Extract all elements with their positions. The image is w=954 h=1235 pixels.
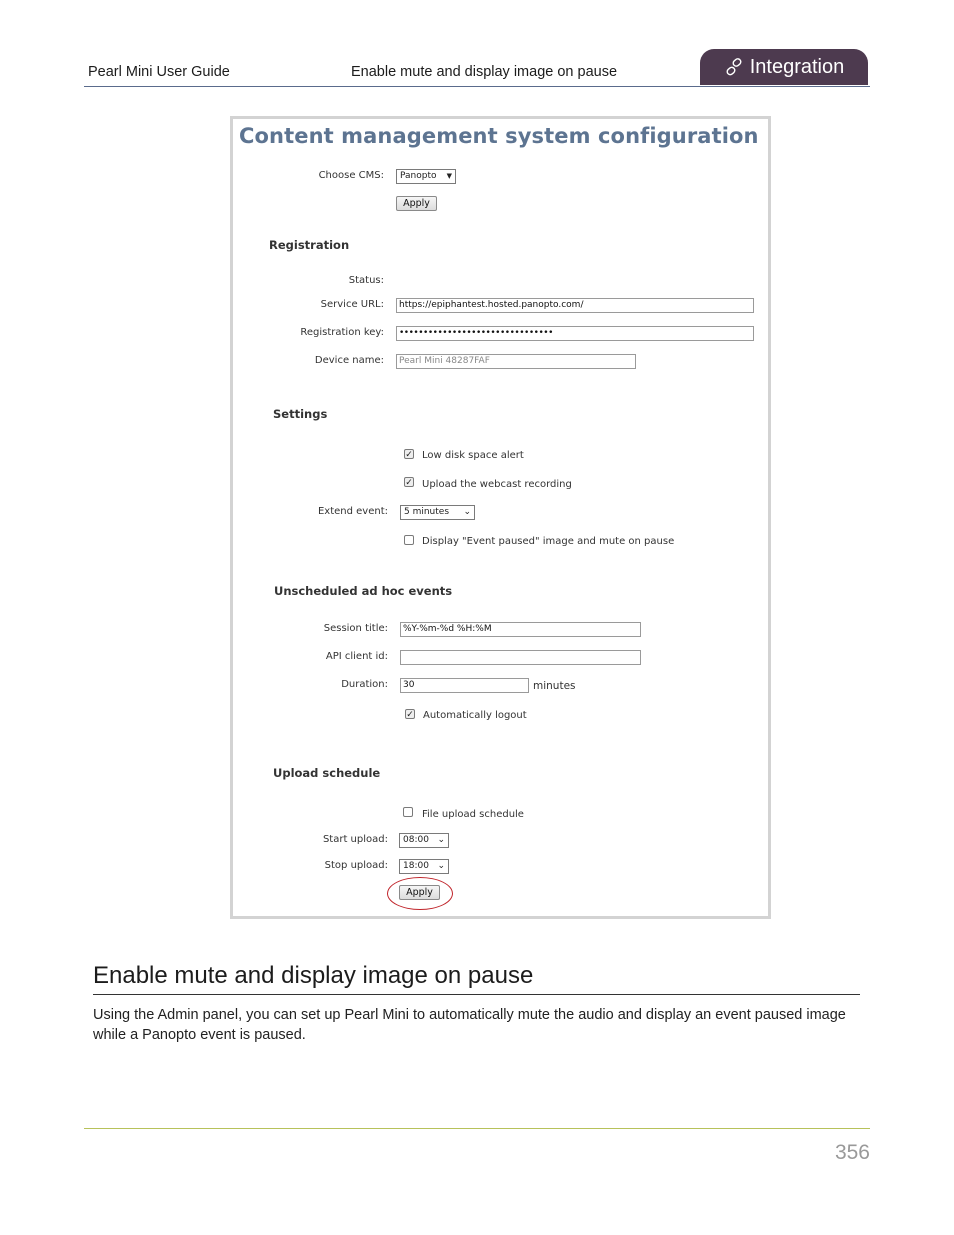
header-divider [84,86,870,87]
api-client-input[interactable] [400,650,641,665]
cms-select-value: Panopto [400,171,437,181]
chevron-down-icon: ⌄ [437,861,445,871]
chevron-down-icon: ⌄ [463,507,471,517]
device-name-label: Device name: [314,355,384,366]
start-upload-value: 08:00 [403,835,429,845]
dropdown-arrow-icon: ▼ [446,172,452,180]
registration-heading: Registration [269,238,350,252]
cms-title: Content management system configuration [239,124,759,148]
auto-logout-checkbox[interactable]: ✓ [406,709,414,719]
duration-label: Duration: [341,679,388,690]
service-url-input[interactable]: https://epiphantest.hosted.panopto.com/ [396,298,754,313]
start-upload-label: Start upload: [322,834,388,845]
session-title-label: Session title: [323,623,388,634]
low-disk-checkbox[interactable]: ✓ [405,449,413,459]
apply-highlight-circle [387,877,453,910]
page-number: 356 [834,1141,870,1164]
cms-select[interactable] [396,169,456,184]
registration-key-input[interactable]: •••••••••••••••••••••••••••••••• [396,326,754,341]
section-paragraph: Using the Admin panel, you can set up Pearl Mini to automatically mute the audio and display an event paused image while a Panopto event is paused. [93,1007,846,1043]
extend-event-label: Extend event: [317,506,388,517]
file-upload-checkbox[interactable] [403,807,413,817]
footer-divider [84,1128,870,1129]
stop-upload-value: 18:00 [403,861,429,871]
api-client-label: API client id: [325,651,388,662]
file-upload-label: File upload schedule [422,809,524,820]
extend-event-select[interactable] [400,505,475,520]
cms-screenshot-frame [230,116,771,919]
chevron-down-icon: ⌄ [437,835,445,845]
guide-title: Pearl Mini User Guide [88,64,230,80]
device-name-input[interactable]: Pearl Mini 48287FAF [396,354,636,369]
chapter-tab-label: Integration [749,55,845,78]
settings-heading: Settings [273,407,328,421]
extend-event-value: 5 minutes [404,507,450,517]
stop-upload-select[interactable] [399,859,449,874]
auto-logout-label: Automatically logout [423,710,527,721]
stop-upload-label: Stop upload: [324,860,388,871]
section-heading: Enable mute and display image on pause [93,962,534,989]
start-upload-select[interactable] [399,833,449,848]
service-url-label: Service URL: [320,299,384,310]
status-label: Status: [348,275,384,286]
upload-webcast-checkbox[interactable]: ✓ [405,477,413,487]
section-heading-divider [93,994,860,995]
link-icon [724,57,744,77]
duration-unit: minutes [533,680,576,692]
upload-webcast-label: Upload the webcast recording [422,479,572,490]
registration-key-label: Registration key: [300,327,384,338]
upload-schedule-heading: Upload schedule [273,766,381,780]
session-title-input[interactable]: %Y-%m-%d %H:%M [400,622,641,637]
low-disk-label: Low disk space alert [422,450,524,461]
choose-cms-label: Choose CMS: [318,170,384,181]
chapter-tab [700,49,868,85]
duration-input[interactable]: 30 [400,678,529,693]
header-section-title: Enable mute and display image on pause [351,64,618,80]
apply-schedule-button[interactable]: Apply [399,885,440,900]
display-paused-checkbox[interactable] [404,535,414,545]
adhoc-heading: Unscheduled ad hoc events [274,584,453,598]
display-paused-label: Display "Event paused" image and mute on pause [422,536,675,547]
apply-cms-button[interactable]: Apply [396,196,437,211]
